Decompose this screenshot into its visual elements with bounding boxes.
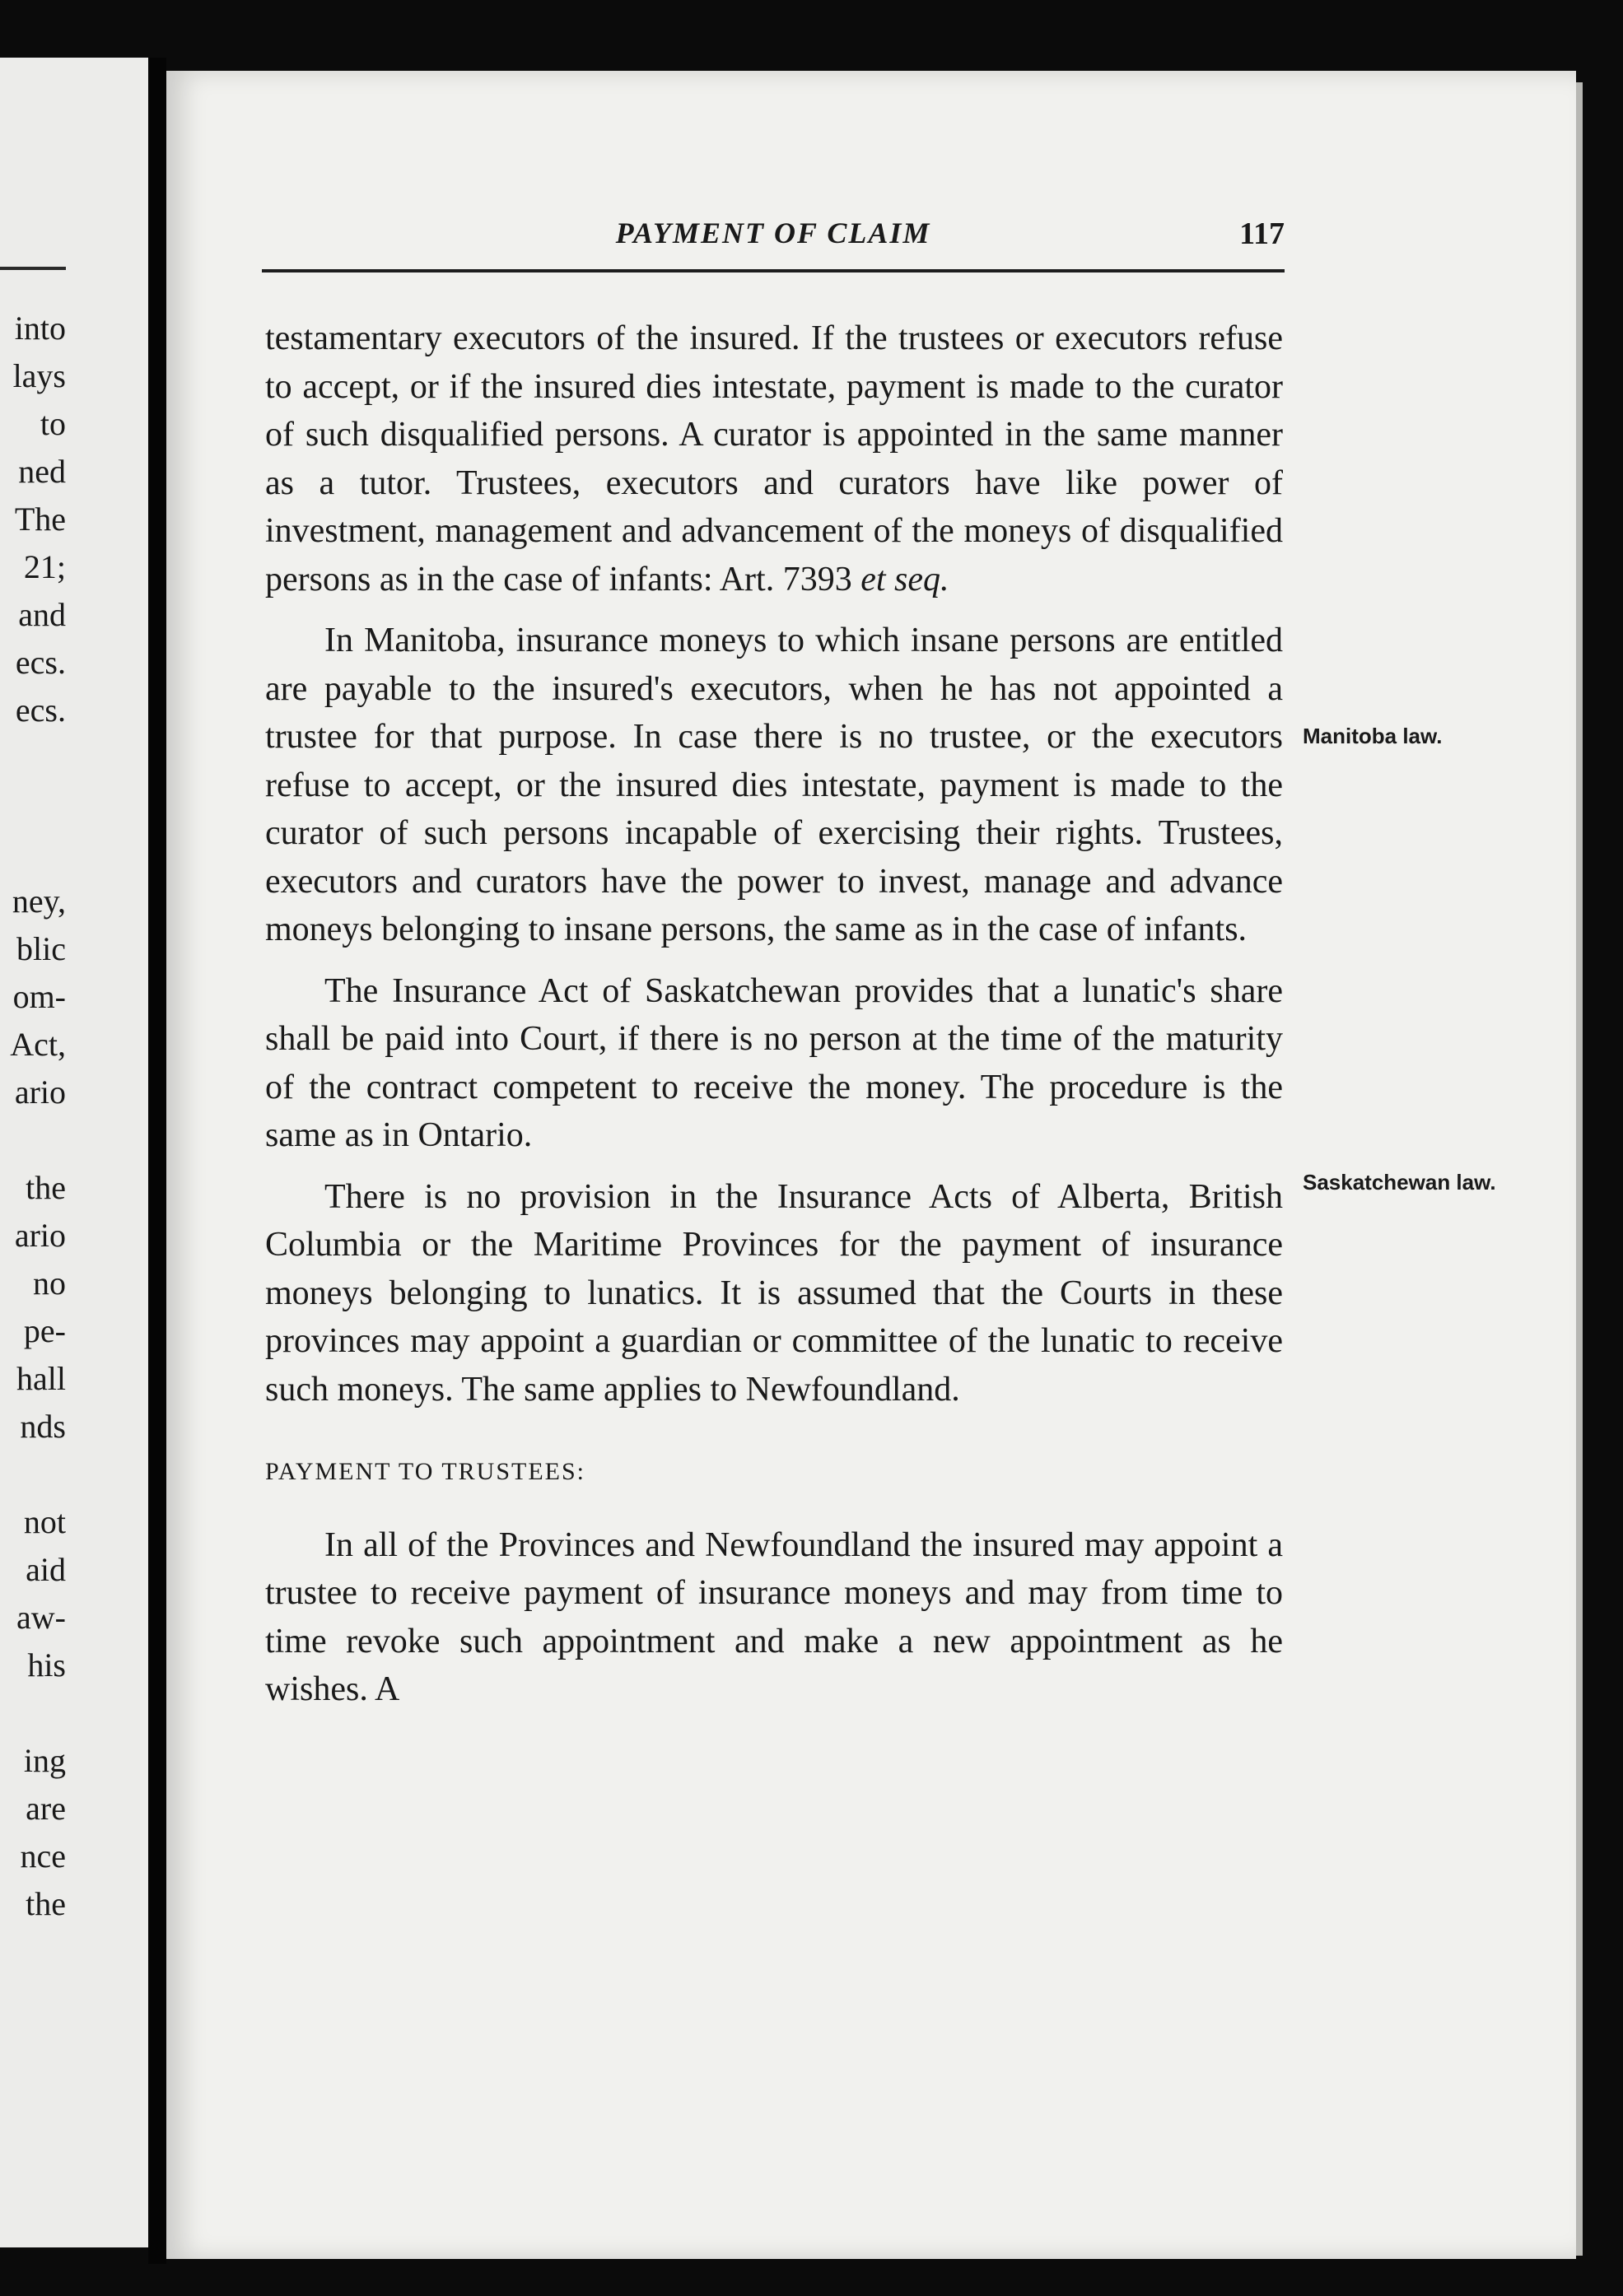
facing-page-line: lays	[12, 357, 66, 394]
facing-page-line: ario	[14, 1217, 66, 1254]
citation-et-seq: et seq.	[860, 560, 949, 598]
facing-page-line: hall	[16, 1360, 66, 1397]
facing-page-line: ecs.	[15, 692, 66, 729]
facing-page	[0, 58, 148, 2247]
paragraph-quebec-continued	[265, 314, 1283, 603]
section-heading: PAYMENT TO TRUSTEES:	[265, 1458, 585, 1485]
facing-page-line: nce	[20, 1837, 66, 1875]
facing-page-line: ecs.	[15, 644, 66, 681]
facing-page-line: no	[33, 1264, 66, 1302]
paragraph-manitoba: In Manitoba, insurance moneys to which insane persons are entitled are payable to the insured's executors, when he has not appointed a trustee for that purpose. In case there is no trustee, or the executors refuse to accept, or the insured dies intestate, payment is made to the curator of such persons incapable of exercising their rights. Trustees, executors and curators have the power to invest, manage and advance moneys belonging to insane persons, the same as in the case of infants.	[265, 622, 1283, 948]
facing-page-line: 21;	[23, 548, 66, 585]
margin-note-saskatchewan: Saskatchewan law.	[1303, 1170, 1496, 1195]
facing-page-line: the	[26, 1169, 66, 1206]
paragraph-trustees: In all of the Provinces and Newfoundland the insured may appoint a trustee to receive payment of insurance moneys and may from time to time revoke such appointment and make a new appointment as he wishes. A	[265, 1525, 1283, 1708]
facing-page-line: blic	[16, 930, 66, 967]
body-text	[265, 314, 1283, 1727]
page-edge	[1576, 82, 1583, 2256]
facing-page-line: are	[26, 1790, 66, 1827]
facing-page-line: to	[40, 405, 66, 442]
page-number: 117	[1239, 217, 1285, 251]
facing-page-line: not	[23, 1503, 66, 1540]
facing-page-line: the	[26, 1885, 66, 1922]
facing-page-line: The	[14, 501, 66, 538]
facing-page-line: nds	[20, 1408, 66, 1445]
facing-page-line: ney,	[12, 883, 66, 920]
paragraph-saskatchewan: The Insurance Act of Saskatchewan provides that a lunatic's share shall be paid into Court, if there is no person at the time of the maturity of the contract competent to receive the money. The procedure is the same as in Ontario.	[265, 971, 1283, 1154]
book-gutter	[148, 58, 166, 2264]
header-rule	[262, 269, 1285, 272]
facing-page-line: pe-	[23, 1312, 66, 1349]
facing-page-line: aid	[26, 1551, 66, 1588]
facing-page-line: ario	[14, 1073, 66, 1111]
facing-page-line: into	[14, 310, 66, 347]
running-title: PAYMENT OF CLAIM	[615, 217, 931, 249]
facing-page-rule	[0, 267, 66, 270]
paragraph-text: testamentary executors of the insured. If the trustees or executors refuse to accept, or if the insured dies intestate, payment is made to the curator of such disqualified persons. A curator is appointed in the same manner as a tutor. Trustees, executors and curators have like power of investment, management and advancement of the moneys of disqualified persons as in the case of infants: Art. 7393	[265, 319, 1283, 598]
facing-page-line: ing	[23, 1742, 66, 1779]
facing-page-line: Act,	[10, 1026, 66, 1063]
facing-page-line: his	[27, 1646, 66, 1684]
paragraph-other-provinces: There is no provision in the Insurance Acts of Alberta, British Columbia or the Maritime Provinces for the payment of insurance moneys belonging to lunatics. It is assumed that the Courts in these provinces may appoint a guardian or committee of the lunatic to receive such moneys. The same applies to Newfoundland.	[265, 1177, 1283, 1409]
running-head	[262, 216, 1285, 263]
facing-page-line: and	[18, 596, 66, 633]
margin-note-manitoba: Manitoba law.	[1303, 724, 1443, 748]
facing-page-line: ned	[18, 453, 66, 490]
facing-page-line: aw-	[16, 1599, 66, 1636]
facing-page-line: om-	[12, 978, 66, 1015]
